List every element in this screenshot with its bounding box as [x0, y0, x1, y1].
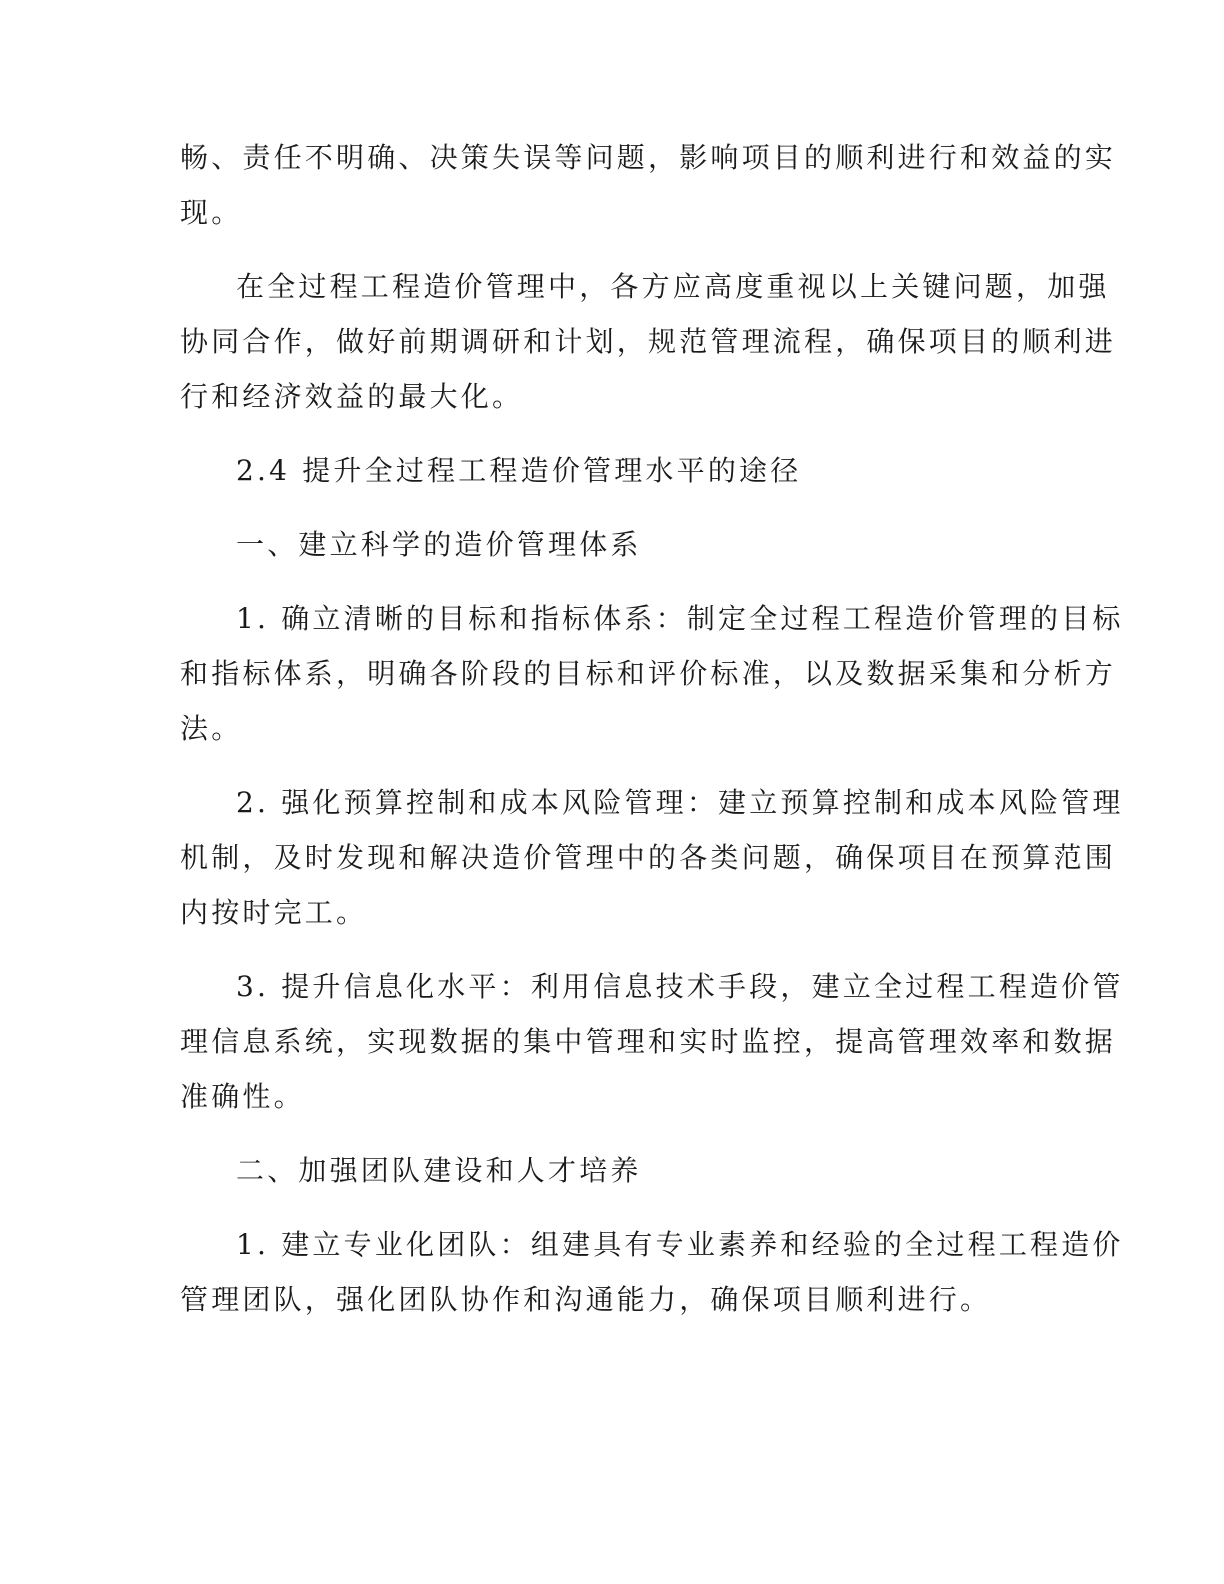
text-line: 准确性。 — [180, 1080, 305, 1113]
list-item-first-line: 1. 建立专业化团队：组建具有专业素养和经验的全过程工程造价 — [236, 1228, 1124, 1261]
text-line: 协同合作，做好前期调研和计划，规范管理流程，确保项目的顺利进 — [180, 325, 1117, 358]
list-item-first-line: 2. 强化预算控制和成本风险管理：建立预算控制和成本风险管理 — [236, 786, 1124, 819]
text-line: 管理团队，强化团队协作和沟通能力，确保项目顺利进行。 — [180, 1283, 992, 1316]
paragraph-first-line: 在全过程工程造价管理中，各方应高度重视以上关键问题，加强 — [236, 270, 1110, 303]
text-line: 畅、责任不明确、决策失误等问题，影响项目的顺利进行和效益的实 — [180, 141, 1117, 174]
subsection-heading: 一、建立科学的造价管理体系 — [236, 528, 642, 561]
text-line: 和指标体系，明确各阶段的目标和评价标准，以及数据采集和分析方 — [180, 657, 1117, 690]
list-item-first-line: 1. 确立清晰的目标和指标体系：制定全过程工程造价管理的目标 — [236, 602, 1124, 635]
text-line: 机制，及时发现和解决造价管理中的各类问题，确保项目在预算范围 — [180, 841, 1117, 874]
subsection-heading: 二、加强团队建设和人才培养 — [236, 1154, 642, 1187]
text-line: 现。 — [180, 196, 243, 229]
list-item-first-line: 3. 提升信息化水平：利用信息技术手段，建立全过程工程造价管 — [236, 970, 1124, 1003]
text-line: 行和经济效益的最大化。 — [180, 380, 524, 413]
text-line: 内按时完工。 — [180, 896, 368, 929]
text-line: 理信息系统，实现数据的集中管理和实时监控，提高管理效率和数据 — [180, 1025, 1117, 1058]
section-heading: 2.4 提升全过程工程造价管理水平的途径 — [236, 454, 802, 487]
text-line: 法。 — [180, 712, 243, 745]
